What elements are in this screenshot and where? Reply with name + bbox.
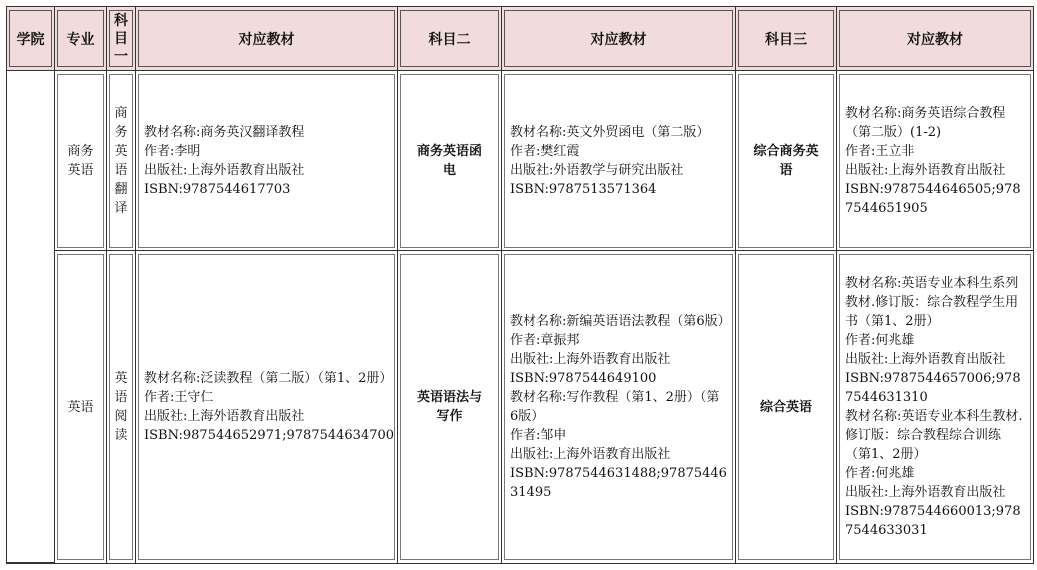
- book1-cell: [136, 71, 398, 251]
- book-isbn: ISBN:987544652971;9787544634700: [144, 428, 395, 443]
- header-book-3: 对应教材: [837, 7, 1033, 71]
- book-title: 教材名称:商务英汉翻译教程: [144, 124, 305, 140]
- book-author: 作者:章振邦: [510, 333, 580, 348]
- header-college: 学院: [7, 7, 55, 71]
- book-author: 作者:邹申: [510, 428, 567, 443]
- header-book-2: 对应教材: [502, 7, 736, 71]
- book-title: 教材名称:商务英语综合教程（第二版）(1-2): [845, 105, 1006, 140]
- book-isbn: ISBN:9787544631488;9787544631495: [510, 466, 727, 500]
- book3-cell: [837, 71, 1033, 251]
- book-publisher: 出版社:上海外语教育出版社: [144, 409, 305, 424]
- book-publisher: 出版社:上海外语教育出版社: [510, 447, 671, 462]
- subject2-cell: 英语语法与写作: [398, 251, 502, 563]
- major-cell: 商务英语: [55, 71, 107, 251]
- book-isbn: ISBN:9787544617703: [144, 181, 291, 197]
- book-author: 作者:何兆雄: [845, 333, 915, 348]
- book-title: 教材名称:英文外贸函电（第二版）: [510, 124, 710, 140]
- header-subject-3: 科目三: [736, 7, 837, 71]
- header-book-1: 对应教材: [136, 7, 398, 71]
- book-publisher: 出版社:上海外语教育出版社: [845, 352, 1006, 367]
- subject3-cell: 综合英语: [736, 251, 837, 563]
- subject1-cell: 商务英语翻译: [107, 71, 136, 251]
- book1-cell: [136, 251, 398, 563]
- book-isbn: ISBN:9787544657006;9787544631310: [845, 371, 1021, 405]
- header-major: 专业: [55, 7, 107, 71]
- book2-cell: [502, 71, 736, 251]
- book-publisher: 出版社:上海外语教育出版社: [510, 352, 671, 367]
- book-author: 作者:王守仁: [144, 390, 214, 405]
- college-cell: [7, 71, 55, 563]
- book-author: 作者:王立非: [845, 143, 915, 159]
- book-author: 作者:李明: [144, 143, 201, 159]
- header-subject-2: 科目二: [398, 7, 502, 71]
- book-publisher: 出版社:上海外语教育出版社: [144, 162, 305, 178]
- header-subject-1: 科目一: [107, 7, 136, 71]
- major-cell: 英语: [55, 251, 107, 563]
- book-publisher: 出版社:上海外语教育出版社: [845, 162, 1006, 178]
- textbook-table: [6, 6, 1034, 564]
- book-publisher: 出版社:外语教学与研究出版社: [510, 162, 684, 178]
- book-isbn: ISBN:9787544649100: [510, 371, 657, 386]
- book-isbn: ISBN:9787544660013;9787544633031: [845, 504, 1021, 538]
- subject2-cell: 商务英语函电: [398, 71, 502, 251]
- book-isbn: ISBN:9787544646505;9787544651905: [845, 181, 1021, 216]
- book-title: 教材名称:英语专业本科生系列教材.修订版：综合教程学生用书（第1、2册）: [845, 276, 1019, 329]
- book-title: 教材名称:写作教程（第1、2册）（第6版）: [510, 390, 720, 424]
- book-publisher: 出版社:上海外语教育出版社: [845, 485, 1006, 500]
- book-title: 教材名称:新编英语语法教程（第6版）: [510, 314, 731, 329]
- book3-cell: [837, 251, 1033, 563]
- subject1-cell: 英语阅读: [107, 251, 136, 563]
- header-row: [7, 7, 1033, 71]
- table-row: [7, 71, 1033, 251]
- book-title: 教材名称:泛读教程（第二版）（第1、2册）: [144, 371, 393, 386]
- book-author: 作者:樊红霞: [510, 143, 580, 159]
- table-row: [7, 251, 1033, 563]
- subject3-cell: 综合商务英语: [736, 71, 837, 251]
- book2-cell: [502, 251, 736, 563]
- book-author: 作者:何兆雄: [845, 466, 915, 481]
- book-isbn: ISBN:9787513571364: [510, 181, 657, 197]
- book-title: 教材名称:英语专业本科生教材.修订版：综合教程综合训练（第1、2册）: [845, 409, 1023, 462]
